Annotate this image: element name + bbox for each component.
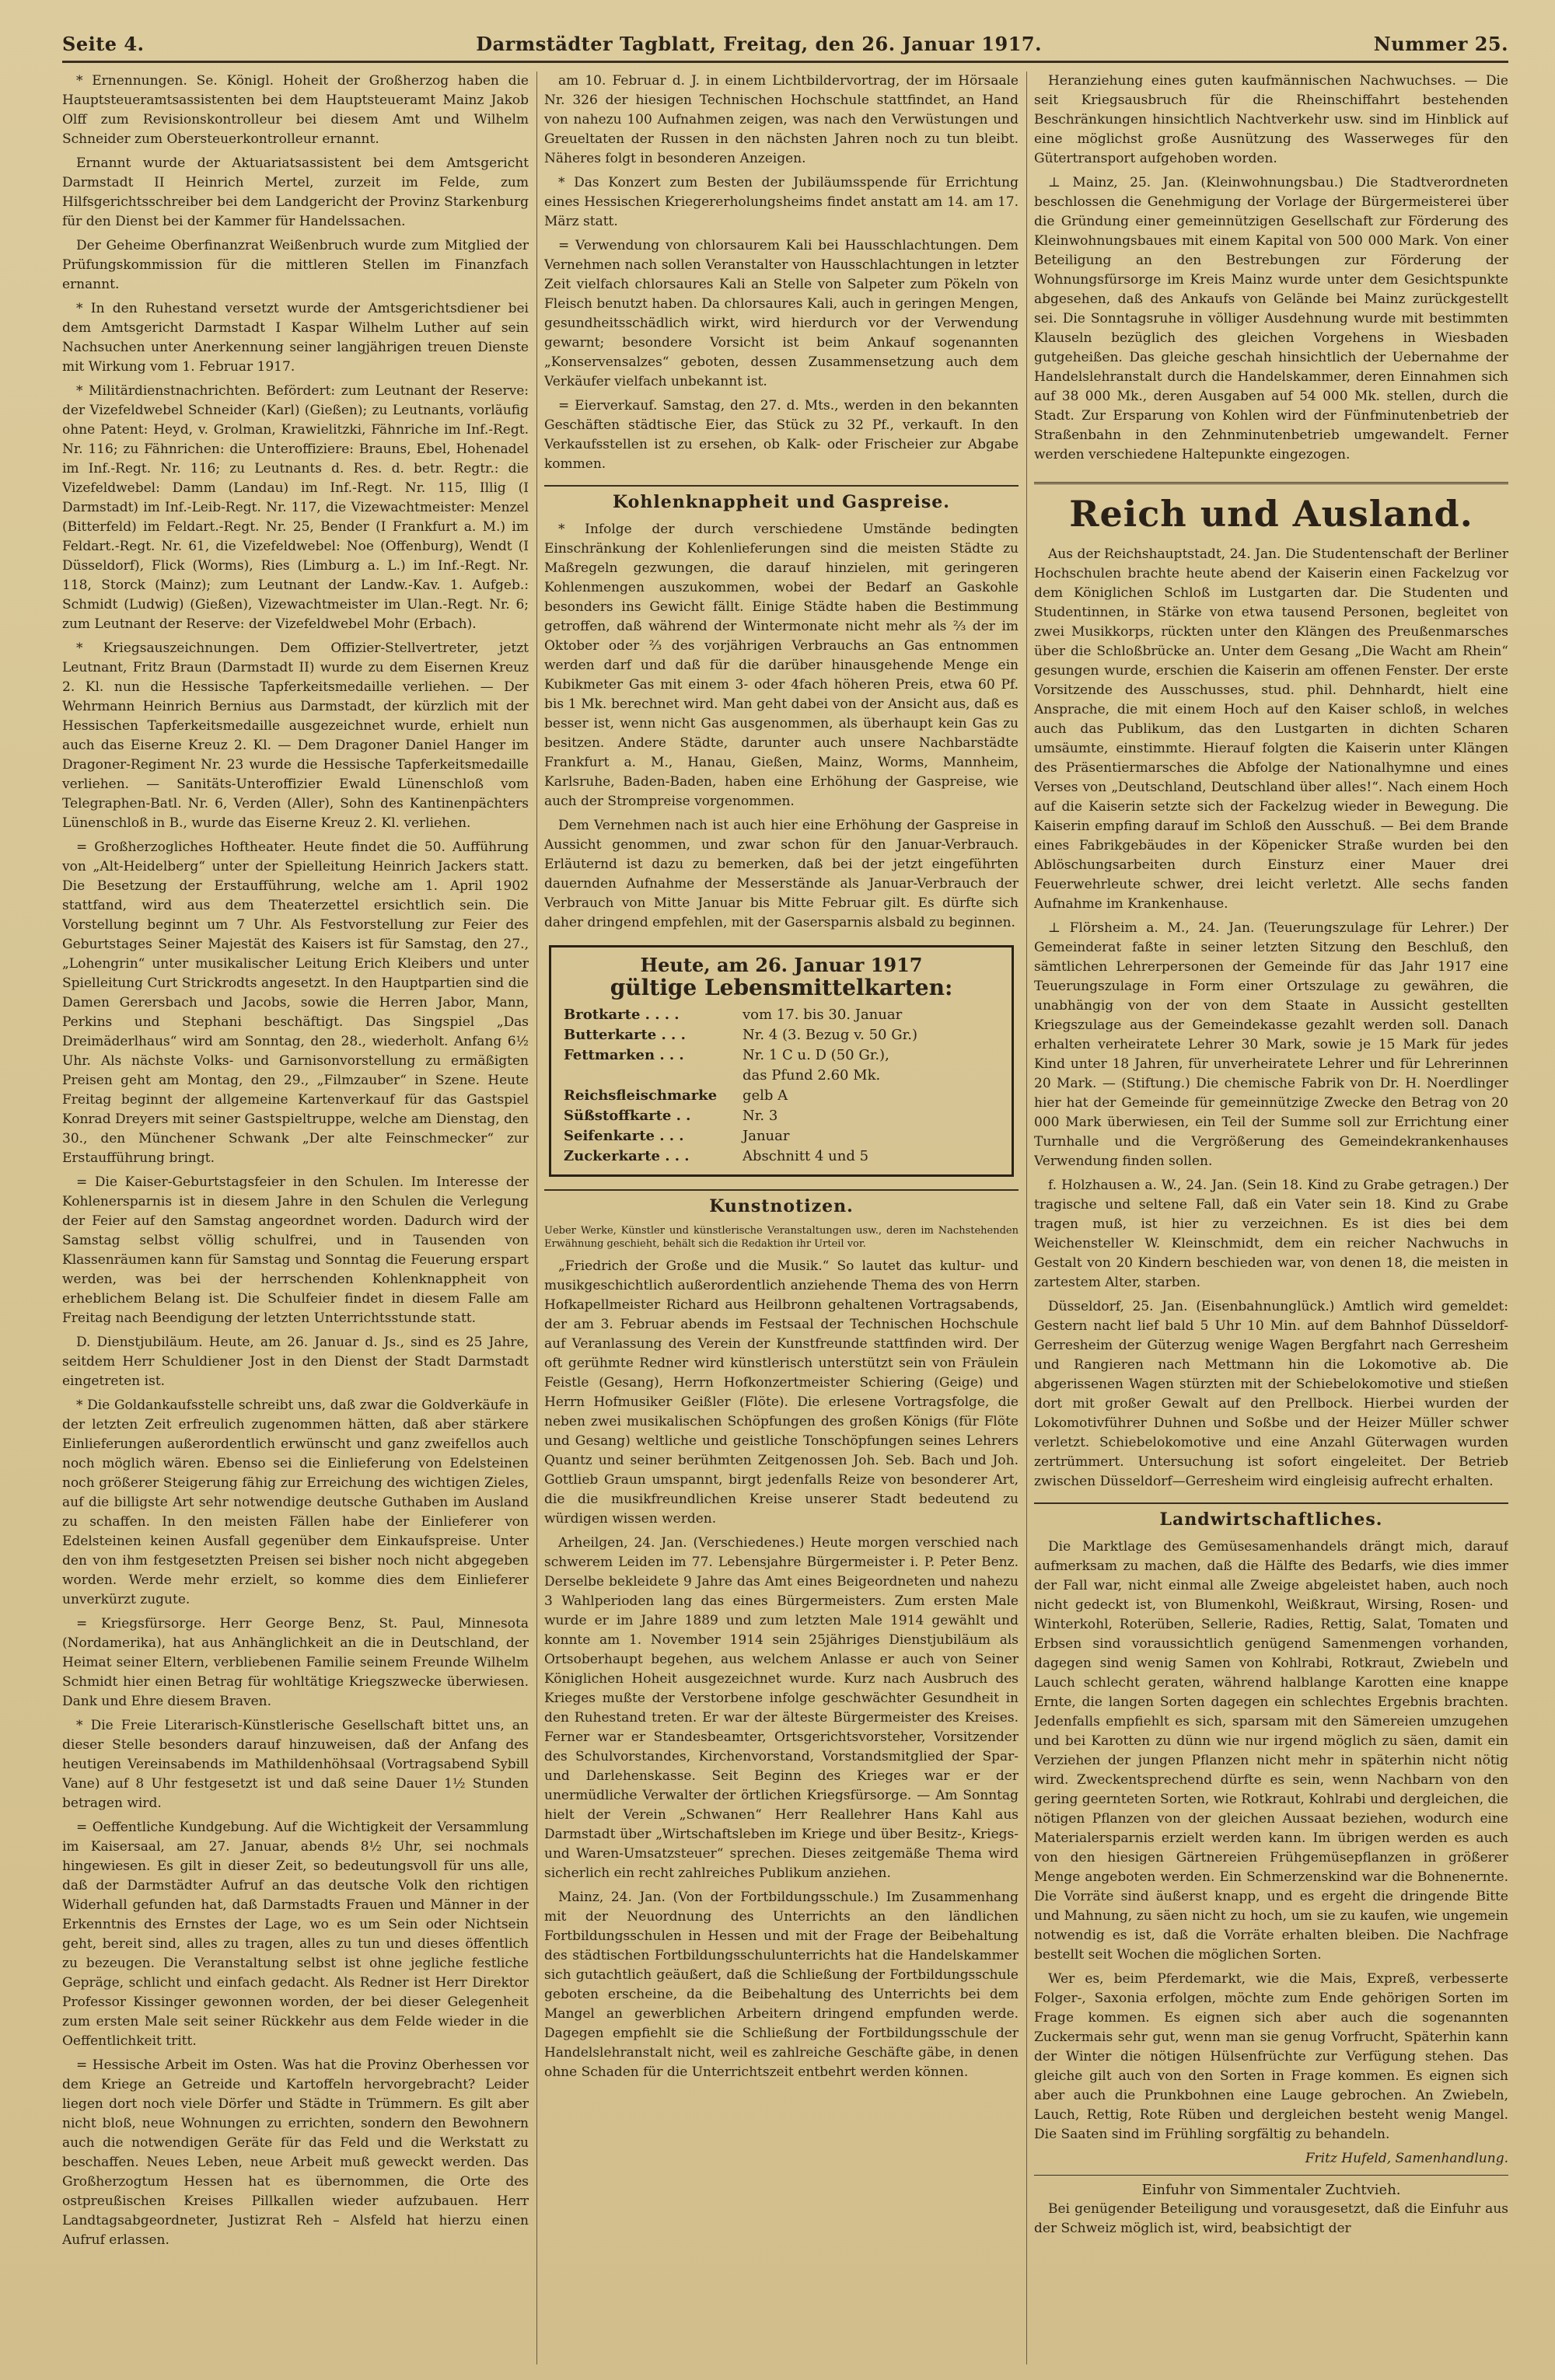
article-paragraph: = Die Kaiser-Geburtstagsfeier in den Schulen. Im Interesse der Kohlenersparnis ist in diesem Jahre in den Schulen die Verlegung der Feier auf den Samstag angeordnet worden. Dadurch wird der Samstag selbst völlig schulfrei, und in Tausenden von Klassenräumen kann für Samstag und Sonntag die Feuerung erspart werden, was bei der herrschenden Kohlenknappheit von erheblichem Belang ist. Die Schulfeier findet in diesem Falle am Freitag nach Beendigung der letzten Unterrichtsstunde statt.: [62, 1174, 529, 1326]
article-paragraph: ⊥ Flörsheim a. M., 24. Jan. (Teuerungszulage für Lehrer.) Der Gemeinderat faßte in seiner letzten Sitzung den Beschluß, den sämtlichen Lehrerpersonen der Gemeinde für das Jahr 1917 eine Teuerungszulage in Form einer Ortszulage zu gewähren, die unabhängig von der von dem Staate in Aussicht gestellten Kriegszulage aus der Gemeindekasse gezahlt werden soll. Danach erhalten verheiratete Lehrer 30 Mark, sowie je 15 Mark für jedes Kind unter 18 Jahren, für unverheiratete Lehrer und für Lehrerinnen 20 Mark. — (Stiftung.) Die chemische Fabrik von Dr. H. Noerdlinger hier hat der Gemeinde für gemeinnützige Zwecke den Betrag von 20 000 Mark überwiesen, ein Teil der Summe soll zur Errichtung einer Turnhalle und die Vergrößerung des Gemeindekrankenhauses Verwendung finden sollen.: [1034, 920, 1508, 1169]
article-paragraph: Bei genügender Beteiligung und vorausgesetzt, daß die Einfuhr aus der Schweiz möglich ist, wird, beabsichtigt der: [1034, 2201, 1508, 2236]
article-paragraph: * Die Goldankaufsstelle schreibt uns, daß zwar die Goldverkäufe in der letzten Zeit erfreulich zugenommen hätten, daß aber stärkere Einlieferungen außerordentlich erwünscht und ganz zweifellos auch noch möglich wären. Ebenso sei die Einlieferung von Edelsteinen noch größerer Steigerung fähig zur Erreichung des wichtigen Zieles, auf die billigste Art sehr notwendige deutsche Guthaben im Ausland zu schaffen. In den meisten Fällen habe der Einlieferer von Edelsteinen keinen Ausfall gegenüber dem Einkaufspreise. Unter den von ihm festgesetzten Preisen sei bisher noch nicht abgegeben worden. Werde mehr erzielt, so komme dies dem Einlieferer unverkürzt zugute.: [62, 1398, 529, 1607]
article-paragraph: = Verwendung von chlorsaurem Kali bei Hausschlachtungen. Dem Vernehmen nach sollen Veranstalter von Hausschlachtungen in letzter Zeit vielfach chlorsaures Kali an Stelle von Salpeter zum Pökeln von Fleisch benutzt haben. Da chlorsaures Kali, auch in geringen Mengen, gesundheitsschädlich wirkt, wird hierdurch vor der Verwendung gewarnt; besondere Vorsicht ist beim Ankauf sogenannten „Konservensalzes“ geboten, dessen Zusammensetzung auch dem Verkäufer vielfach unbekannt ist.: [544, 238, 1019, 389]
page-number: Seite 4.: [62, 32, 145, 55]
article-paragraph: * In den Ruhestand versetzt wurde der Amtsgerichtsdiener bei dem Amtsgericht Darmstadt I Kaspar Wilhelm Luther auf sein Nachsuchen unter Anerkennung seiner langjährigen treuen Dienste mit Wirkung vom 1. Februar 1917.: [62, 301, 529, 375]
column-middle: [544, 72, 1019, 2364]
section-heading: Kohlenknappheit und Gaspreise.: [544, 485, 1019, 512]
section-note: Ueber Werke, Künstler und künstlerische Veranstaltungen usw., deren im Nachstehenden Erwähnung geschieht, behält sich die Redaktion ihr Urteil vor.: [544, 1225, 1019, 1250]
section-heading-reich: Reich und Ausland.: [1034, 482, 1508, 534]
article-paragraph: * Das Konzert zum Besten der Jubiläumsspende für Errichtung eines Hessischen Kriegererholungsheims findet anstatt am 14. am 17. März statt.: [544, 175, 1019, 229]
header-rule: [62, 61, 1508, 63]
article-paragraph: Düsseldorf, 25. Jan. (Eisenbahnunglück.) Amtlich wird gemeldet: Gestern nacht lief bald 5 Uhr 10 Min. auf dem Bahnhof Düsseldorf-Gerresheim der Güterzug wenige Wagen Bergfahrt nach Gerresheim und Rangieren nach Mettmann hin die Lokomotive ab. Die abgerissenen Wagen stürzten mit der Schiebelokomotive und stießen dort mit großer Gewalt auf den Prellbock. Hierbei wurden der Lokomotivführer Duhnen und Soßbe und der Heizer Müller schwer verletzt. Schiebelokomotive und eine Anzahl Güterwagen wurden zertrümmert. Untersuchung ist sofort eingeleitet. Der Betrieb zwischen Düsseldorf—Gerresheim wird eingleisig aufrecht erhalten.: [1034, 1299, 1508, 1489]
article-paragraph: Heranziehung eines guten kaufmännischen Nachwuchses. — Die seit Kriegsausbruch für die Rheinschiffahrt bestehenden Beschränkungen hinsichtlich Nachtverkehr usw. sind im Hinblick auf eine möglichst große Ausnützung des Wasserweges für den Gütertransport aufgehoben worden.: [1034, 73, 1508, 166]
article-paragraph: Wer es, beim Pferdemarkt, wie die Mais, Expreß, verbesserte Folger-, Saxonia erfolgen, möchte zum Ende gehörigen Sorten im Frage kommen. Es eignen sich aber auch die sogenannten Zuckermais sehr gut, wenn man sie genug Vorfrucht, Späterhin kann der Winter die nötigen Hülsenfrüchte zur Verfügung stehen. Das gleiche gilt auch von den Sorten in Frage kommen. Es eignen sich aber auch die Prunkbohnen eine Lauge gebrochen. An Zwiebeln, Lauch, Rettig, Rote Rüben und dergleichen besteht wenig Mangel. Die Saaten sind im Frühling sorgfältig zu behandeln.: [1034, 1971, 1508, 2142]
ration-row: Zuckerkarte . . . Abschnitt 4 und 5: [564, 1148, 869, 1164]
article-paragraph: * Ernennungen. Se. Königl. Hoheit der Großherzog haben die Hauptsteueramtsassistenten bei dem Hauptsteueramt Mainz Jakob Olff zum Revisionskontrolleur bei diesem Amt und Wilhelm Schneider zum Obersteuerkontrolleur ernannt.: [62, 73, 529, 147]
ration-row: Butterkarte . . . Nr. 4 (3. Bezug v. 50 Gr.): [564, 1027, 917, 1043]
ration-box-title: Heute, am 26. Januar 1917: [640, 954, 923, 976]
article-paragraph: Arheilgen, 24. Jan. (Verschiedenes.) Heute morgen verschied nach schwerem Leiden im 77. Lebensjahre Bürgermeister i. P. Peter Benz. Derselbe bekleidete 9 Jahre das Amt eines Beigeordneten und nahezu 3 Wahlperioden lang das eines Bürgermeisters. Zum ersten Male wurde er im Jahre 1889 und zum letzten Male 1914 gewählt und konnte am 1. November 1914 sein 25jähriges Dienstjubiläum als Ortsoberhaupt begehen, aus welchem Anlasse er auch von Seiner Königlichen Hoheit ausgezeichnet wurde. Kurz nach Ausbruch des Krieges mußte der Verstorbene infolge geschwächter Gesundheit in den Ruhestand treten. Er war der älteste Bürgermeister des Kreises. Ferner war er Standesbeamter, Ortsgerichtsvorsteher, Vorsitzender des Schulvorstandes, Kirchenvorstand, Vorstandsmitglied der Spar- und Darlehenskasse. Seit Beginn des Krieges war er der unermüdliche Verwalter der örtlichen Kriegsfürsorge. — Am Sonntag hielt der Verein „Schwanen“ Herr Reallehrer Hans Kahl aus Darmstadt über „Wirtschaftsleben im Kriege und über Besitz-, Kriegs- und Waren-Umsatzsteuer“ sprechen. Dieses zeitgemäße Thema wird sicherlich ein recht zahlreiches Publikum anziehen.: [544, 1535, 1019, 1881]
ration-row: Reichsfleischmarke gelb A: [564, 1087, 788, 1104]
article-paragraph: am 10. Februar d. J. in einem Lichtbildervortrag, der im Hörsaale Nr. 326 der hiesigen Technischen Hochschule stattfindet, an Hand von nahezu 100 Aufnahmen zeigen, was nach den Verwüstungen und Greueltaten der Russen in den nächsten Jahren noch zu tun bleibt. Näheres folgt in besonderen Anzeigen.: [544, 73, 1019, 166]
article-paragraph: „Friedrich der Große und die Musik.“ So lautet das kultur- und musikgeschichtlich außerordentlich anziehende Thema des von Herrn Hofkapellmeister Richard aus Heilbronn gehaltenen Vortragsabends, der am 3. Februar abends im Festsaal der Technischen Hochschule auf Veranlassung des Verein der Kunstfreunde stattfinden wird. Der oft gerühmte Redner wird künstlerisch unterstützt sein von Fräulein Feistle (Gesang), Herrn Hofkonzertmeister Schiering (Geige) und Herrn Hofmusiker Geißler (Flöte). Die erlesene Vortragsfolge, die neben zwei musikalischen Schöpfungen des großen Königs (für Flöte und Gesang) weltliche und geistliche Tonschöpfungen seines Lehrers Quantz und seiner berühmten Zeitgenossen Joh. Seb. Bach und Joh. Gottlieb Graun umspannt, birgt jedenfalls Reize von besonderer Art, die die musikfreundlichen Kreise unserer Stadt bedeutend zu würdigen wissen werden.: [544, 1258, 1019, 1527]
article-paragraph: = Hessische Arbeit im Osten. Was hat die Provinz Oberhessen vor dem Kriege an Getreide und Kartoffeln hervorgebracht? Leider liegen dort noch viele Dörfer und Städte in Trümmern. Es gilt aber nicht bloß, neue Wohnungen zu errichten, sondern den Bewohnern auch die notwendigen Geräte für das Feld und die Werkstatt zu beschaffen. Neues Leben, neue Arbeit muß geweckt werden. Das Großherzogtum Hessen hat es übernommen, die Orte des ostpreußischen Kreises Pillkallen wieder aufzubauen. Herr Landtagsabgeordneter, Justizrat Reh – Alsfeld hat hierzu einen Aufruf erlassen.: [62, 2057, 529, 2248]
article-paragraph: Ernannt wurde der Aktuariatsassistent bei dem Amtsgericht Darmstadt II Heinrich Mertel, zurzeit im Felde, zum Hilfsgerichtsschreiber bei dem Landgericht der Provinz Starkenburg für den Dienst bei der Kammer für Handelssachen.: [62, 155, 529, 229]
article-paragraph: Die Marktlage des Gemüsesamenhandels drängt mich, darauf aufmerksam zu machen, daß die Hälfte des Bedarfs, wie dies immer der Fall war, nicht einmal alle Zweige abgeleistet haben, auch noch nicht gedeckt ist, von Blumenkohl, Weißkraut, Wirsing, Rosen- und Winterkohl, Roterüben, Sellerie, Radies, Rettig, Salat, Tomaten und Erbsen sind voraussichtlich genügend Samenmengen vorhanden, dagegen sind wenig Samen von Kohlrabi, Rotkraut, Zwiebeln und Lauch schlecht geraten, während halblange Karotten eine knappe Ernte, die langen Sorten dagegen ein schlechtes Ergebnis brachten. Jedenfalls empfiehlt es sich, sparsam mit den Sämereien umzugehen und bei Karotten zu dünn wie nur irgend möglich zu säen, damit ein Verziehen der jungen Pflanzen nicht mehr in späterhin nicht nötig wird. Zweckentsprechend dürfte es sein, wenn Nachbarn von den gering geernteten Sorten, wie Rotkraut, Kohlrabi und dergleichen, die nötigen Pflanzen von der gleichen Aussaat beziehen, wodurch eine Materialersparnis erzielt werden kann. Im übrigen werden es auch von den hiesigen Gärtnereien Frühgemüsepflanzen in größerer Menge angeboten werden. Ein Schmerzenskind war die Bohnenernte. Die Vorräte sind äußerst knapp, und es ergeht die dringende Bitte und Mahnung, zu säen nicht zu hoch, um sie zu kaufen, wie ungemein notwendig es ist, daß die Vorräte erhalten bleiben. Die Nachfrage bestellt seit Wochen die möglichen Sorten.: [1034, 1539, 1508, 1963]
article-paragraph: = Kriegsfürsorge. Herr George Benz, St. Paul, Minnesota (Nordamerika), hat aus Anhänglichkeit an die in Deutschland, der Heimat seiner Eltern, verbliebenen Familie seinem Freunde Wilhelm Schmidt hier einen Betrag für wohltätige Kriegszwecke überwiesen. Dank und Ehre diesem Braven.: [62, 1616, 529, 1709]
article-paragraph: = Großherzogliches Hoftheater. Heute findet die 50. Aufführung von „Alt-Heidelberg“ unter der Spielleitung Heinrich Jackers statt. Die Besetzung der Erstaufführung, welche am 1. April 1902 stattfand, wird aus dem Theaterzettel ersichtlich sein. Die Vorstellung beginnt um 7 Uhr. Als Festvorstellung zur Feier des Geburtstages Seiner Majestät des Kaisers ist für Samstag, den 27., „Lohengrin“ unter musikalischer Leitung Erich Kleibers und unter Spielleitung Curt Strickrodts angesetzt. In den Hauptpartien sind die Damen Gerersbach und Jacobs, sowie die Herren Jabor, Mann, Perkins und Stephani beschäftigt. Das Singspiel „Das Dreimäderlhaus“ wird am Sonntag, den 28., wiederholt. Anfang 6½ Uhr. Als nächste Volks- und Garnisonvorstellung zu ermäßigten Preisen geht am Montag, den 29., „Filmzauber“ in Szene. Heute Freitag beginnt der allgemeine Kartenverkauf für das Gastspiel Konrad Dreyers mit seiner Gastspieltruppe, welche am Dienstag, den 30., den Münchener Schwank „Der alte Feinschmecker“ zur Erstaufführung bringt.: [62, 839, 529, 1166]
article-paragraph: ⊥ Mainz, 25. Jan. (Kleinwohnungsbau.) Die Stadtverordneten beschlossen die Genehmigung der Vorlage der Bürgermeisterei über die Gründung einer gemeinnützigen Gesellschaft zur Förderung des Kleinwohnungsbaues mit einem Kapital von 500 000 Mark. Von einer Beteiligung an den Bestrebungen zur Förderung der Wohnungsfürsorge im Kreis Mainz wurde unter dem Gesichtspunkte abgesehen, daß des Ankaufs von Gelände bei Mainz zurückgestellt sei. Die Sonntagsruhe in völliger Ausdehnung wurde mit bestimmten Klauseln bezüglich des gleichen Vorgehens in Wiesbaden gutgeheißen. Das gleiche geschah hinsichtlich der Uebernahme der Handelslehranstalt durch die Handelskammer, deren Einnahmen sich auf 38 000 Mk., deren Ausgaben auf 54 000 Mk. stellen, durch die Stadt. Zur Ersparung von Kohlen wird der Fünfminutenbetrieb der Straßenbahn in den Zehnminutenbetrieb umgewandelt. Ferner werden verschiedene Haltepunkte eingezogen.: [1034, 175, 1508, 462]
article-paragraph: * Infolge der durch verschiedene Umstände bedingten Einschränkung der Kohlenlieferungen sind die meisten Städte zu Maßregeln gezwungen, die darauf hinzielen, mit geringeren Kohlenmengen auszukommen, wobei der Bedarf an Gaskohle besonders ins Gewicht fällt. Einige Städte haben die Bestimmung getroffen, daß während der Wintermonate nicht mehr als ⅔ der im Oktober oder ⅔ des vorjährigen Verbrauchs an Gas entnommen werden darf und daß für die darüber hinausgehende Menge ein Kubikmeter Gas mit einem 3- oder 4fach höheren Preis, etwa 60 Pf. bis 1 Mk. berechnet wird. Man geht dabei von der Ansicht aus, daß es besser ist, wenn nicht Gas ausgenommen, als überhaupt kein Gas zu besitzen. Andere Städte, darunter auch unsere Nachbarstädte Frankfurt a. M., Hanau, Gießen, Mainz, Worms, Mannheim, Karlsruhe, Baden-Baden, haben eine Erhöhung der Gaspreise, wie auch der Strompreise vorgenommen.: [544, 522, 1019, 809]
ration-card-box: [549, 945, 1014, 1177]
ration-row: das Pfund 2.60 Mk.: [743, 1067, 881, 1084]
article-paragraph: f. Holzhausen a. W., 24. Jan. (Sein 18. Kind zu Grabe getragen.) Der tragische und seltene Fall, daß ein Vater sein 18. Kind zu Grabe tragen muß, ist hier zu verzeichnen. Es ist dies bei dem Weichensteller W. Kleinschmidt, dem ein reicher Nachwuchs in Gestalt von 20 Kindern beschieden war, von denen 18, die meisten in zartestem Alter, starben.: [1034, 1178, 1508, 1290]
ration-row: Süßstoffkarte . . Nr. 3: [564, 1108, 778, 1124]
section-heading: Einfuhr von Simmentaler Zuchtvieh.: [1034, 2175, 1508, 2200]
issue-number: Nummer 25.: [1373, 32, 1508, 55]
masthead: [62, 28, 1508, 59]
article-paragraph: Der Geheime Oberfinanzrat Weißenbruch wurde zum Mitglied der Prüfungskommission für die mittleren Stellen im Finanzfach ernannt.: [62, 238, 529, 292]
article-paragraph: D. Dienstjubiläum. Heute, am 26. Januar d. Js., sind es 25 Jahre, seitdem Herr Schuldiener Jost in den Dienst der Stadt Darmstadt eingetreten ist.: [62, 1335, 529, 1389]
column-left: [62, 72, 529, 2364]
article-paragraph: Mainz, 24. Jan. (Von der Fortbildungsschule.) Im Zusammenhang mit der Neuordnung des Unterrichts an den ländlichen Fortbildungsschulen in Hessen und mit der Frage der Beibehaltung des städtischen Fortbildungsschulunterrichts hat die Handelskammer sich gutachtlich geäußert, daß die Schließung der Fortbildungsschule geboten erscheine, da die Beibehaltung des Unterrichts bei dem Mangel an gewerblichen Arbeitern dringend empfunden werde. Dagegen empfiehlt sie die Schließung der Fortbildungsschule der Handelslehranstalt nicht, weil es zahlreiche Geschäfte gäbe, in denen ohne Schaden für die Unterrichtszeit entbehrt werden können.: [544, 1890, 1019, 2080]
ration-box-subtitle: gültige Lebensmittelkarten:: [610, 975, 953, 1000]
article-paragraph: = Oeffentliche Kundgebung. Auf die Wichtigkeit der Versammlung im Kaisersaal, am 27. Januar, abends 8½ Uhr, sei nochmals hingewiesen. Es gilt in dieser Zeit, so bedeutungsvoll für uns alle, daß der Darmstädter Aufruf an das deutsche Volk den richtigen Widerhall gefunden hat, daß Darmstadts Frauen und Männer in der Erkenntnis des Ernstes der Lage, wo es um Sein oder Nichtsein geht, bereit sind, alles zu tragen, alles zu tun und dieses öffentlich zu bezeugen. Die Veranstaltung selbst ist ohne jegliche festliche Gepräge, schlicht und einfach gedacht. Als Redner ist Herr Direktor Professor Kissinger gewonnen worden, der bei dieser Gelegenheit zum ersten Male seit seiner Rückkehr aus dem Felde wieder in die Oeffentlichkeit tritt.: [62, 1820, 529, 2049]
column-divider: [1026, 72, 1027, 2364]
section-heading: Landwirtschaftliches.: [1034, 1502, 1508, 1530]
ration-row: Fettmarken . . . Nr. 1 C u. D (50 Gr.),: [564, 1047, 889, 1063]
article-paragraph: Dem Vernehmen nach ist auch hier eine Erhöhung der Gaspreise in Aussicht genommen, und zwar schon für den Januar-Verbrauch. Erläuternd ist dazu zu bemerken, daß bei der jetzt eingeführten dauernden Aufnahme der Messerstände als Januar-Verbrauch der Verbrauch von Mitte Januar bis Mitte Februar gilt. Es dürfte sich daher dringend empfehlen, mit der Gasersparnis alsbald zu beginnen.: [544, 818, 1019, 930]
column-right: [1034, 72, 1508, 2364]
ration-row: Seifenkarte . . . Januar: [564, 1128, 790, 1144]
article-signature: Fritz Hufeld, Samenhandlung.: [1305, 2151, 1508, 2166]
article-paragraph: Aus der Reichshauptstadt, 24. Jan. Die Studentenschaft der Berliner Hochschulen brachte heute abend der Kaiserin einen Fackelzug vor dem Königlichen Schloß im Lustgarten dar. Die Studenten und Studentinnen, in Stärke von etwa tausend Personen, begleitet von zwei Musikkorps, rückten unter den Klängen des Preußenmarsches über die Schloßbrücke an. Unter dem Gesang „Die Wacht am Rhein“ gesungen wurde, erschien die Kaiserin am offenen Fenster. Der erste Vorsitzende des Ausschusses, stud. phil. Dehnhardt, hielt eine Ansprache, die mit einem Hoch auf den Kaiser schloß, in welches auch das Publikum, das den Lustgarten in dichten Scharen umsäumte, einstimmte. Hierauf folgten die Kaiserin unter Klängen des Präsentiermarsches die Abfolge der Nationalhymne und eines Verses von „Deutschland, Deutschland über alles!“. Nach einem Hoch auf die Kaiserin setzte sich der Fackelzug wieder in Bewegung. Die Kaiserin empfing darauf im Schloß den Ausschuß. — Bei dem Brande eines Fabrikgebäudes in der Köpenicker Straße wurden bei den Ablöschungsarbeiten durch Einsturz einer Mauer drei Feuerwehrleute schwer, drei leicht verletzt. Alle sechs fanden Aufnahme im Krankenhause.: [1034, 546, 1508, 912]
article-paragraph: * Militärdienstnachrichten. Befördert: zum Leutnant der Reserve: der Vizefeldwebel Schneider (Karl) (Gießen); zu Leutnants, vorläufig ohne Patent: Heyd, v. Grolman, Krawielitzki, Fähnriche im Inf.-Regt. Nr. 116; zu Fähnrichen: die Unteroffiziere: Brauns, Ebel, Hohenadel im Inf.-Regt. Nr. 116; zu Leutnants d. Res. d. betr. Regtr.: die Vizefeldwebel: Damm (Landau) im Inf.-Regt. Nr. 115, Illig (I Darmstadt) im Inf.-Leib-Regt. Nr. 117, die Vizewachtmeister: Menzel (Bitterfeld) im Feldart.-Regt. Nr. 25, Bender (I Frankfurt a. M.) im Feldart.-Regt. Nr. 61, die Vizefeldwebel: Noe (Offenburg), Wendt (I Düsseldorf), Flick (Worms), Ries (Limburg a. L.) im Inf.-Regt. Nr. 118, Storck (Mainz); zum Leutnant der Landw.-Kav. 1. Aufgeb.: Schmidt (Ludwig) (Gießen), Vizewachtmeister im Ulan.-Regt. Nr. 6; zum Leutnant der Reserve: der Vizefeldwebel Mohr (Erbach).: [62, 383, 529, 632]
article-paragraph: = Eierverkauf. Samstag, den 27. d. Mts., werden in den bekannten Geschäften städtische Eier, das Stück zu 32 Pf., verkauft. In den Verkaufsstellen ist zu ersehen, ob Kalk- oder Frischeier zur Abgabe kommen.: [544, 398, 1019, 472]
ration-row: Brotkarte . . . . vom 17. bis 30. Januar: [564, 1007, 903, 1023]
paper-title-date: Darmstädter Tagblatt, Freitag, den 26. Januar 1917.: [476, 32, 1042, 55]
article-paragraph: * Kriegsauszeichnungen. Dem Offizier-Stellvertreter, jetzt Leutnant, Fritz Braun (Darmstadt II) wurde zu dem Eisernen Kreuz 2. Kl. nun die Hessische Tapferkeitsmedaille verliehen. — Der Wehrmann Heinrich Bernius aus Darmstadt, der kürzlich mit der Hessischen Tapferkeitsmedaille ausgezeichnet wurde, erhielt nun auch das Eiserne Kreuz 2. Kl. — Dem Dragoner Daniel Hanger im Dragoner-Regiment Nr. 23 wurde die Hessische Tapferkeitsmedaille verliehen. — Sanitäts-Unteroffizier Ewald Lünenschloß vom Telegraphen-Batl. Nr. 6, Verden (Aller), Sohn des Kantinenpächters Lünenschloß in B., wurde das Eiserne Kreuz 2. Kl. verliehen.: [62, 640, 529, 831]
column-divider: [536, 72, 537, 2364]
article-paragraph: * Die Freie Literarisch-Künstlerische Gesellschaft bittet uns, an dieser Stelle besonders darauf hinzuweisen, daß der Anfang des heutigen Vereinsabends im Mathildenhöhsaal (Vortragsabend Sybill Vane) auf 8 Uhr festgesetzt ist und daß seine Dauer 1½ Stunden betragen wird.: [62, 1718, 529, 1811]
section-heading: Kunstnotizen.: [544, 1189, 1019, 1216]
